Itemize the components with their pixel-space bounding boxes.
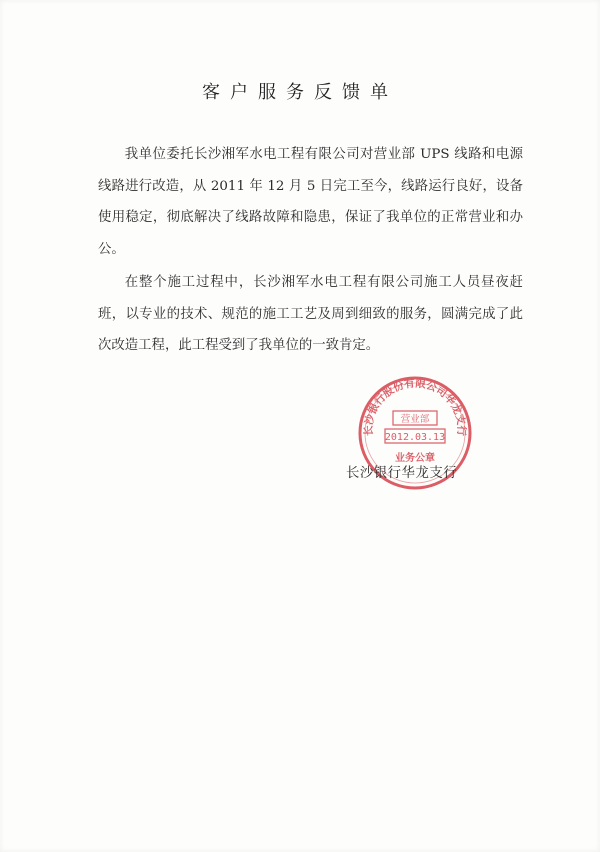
document-body — [98, 139, 523, 362]
seal-date: 2012.03.13 — [384, 432, 446, 443]
seal-ring-text: 长沙银行股份有限公司华龙支行 — [362, 377, 468, 437]
svg-text:长沙银行股份有限公司华龙支行 — [362, 376, 468, 436]
document-title: 客户服务反馈单 — [202, 82, 398, 103]
body-paragraph-2: 在整个施工过程中，长沙湘军水电工程有限公司施工人员昼夜赶班，以专业的技术、规范的施工工艺及周到细致的服务，圆满完成了此次改造工程，此工程受到了我单位的一致肯定。 — [98, 275, 523, 353]
body-paragraph-1: 我单位委托长沙湘军水电工程有限公司对营业部 UPS 线路和电源线路进行改造，从 2011 年 12 月 5 日完工至今，线路运行良好，设备使用稳定，彻底解决了线路故障和隐患，保证了我单位的正常营业和办公。 — [98, 147, 523, 257]
seal-bottom-text: 业务公章 — [395, 453, 435, 464]
seal-center-label: 营业部 — [400, 414, 430, 425]
signature-organization: 长沙银行华龙支行 — [346, 466, 458, 481]
